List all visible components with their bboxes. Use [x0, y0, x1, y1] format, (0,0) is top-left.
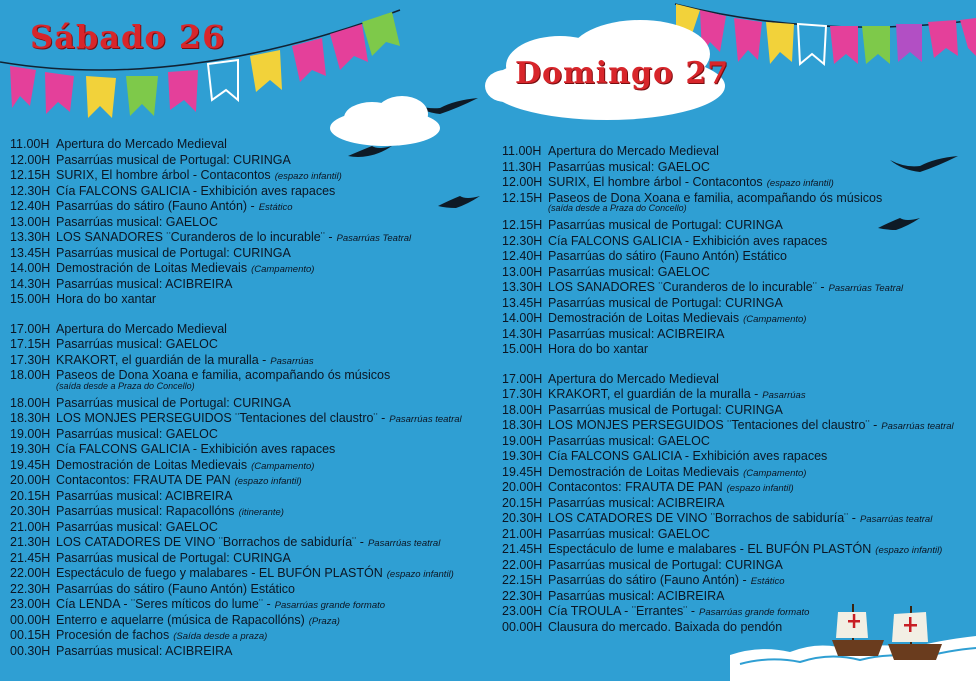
schedule-row: [10, 291, 156, 307]
event-time: 21.30H: [10, 535, 51, 549]
event-time: 23.00H: [10, 597, 51, 611]
event-subnote: (saída desde a Praza do Concello): [56, 380, 195, 391]
schedule-row: [10, 503, 284, 519]
bird-icon: [878, 218, 920, 230]
schedule-row: [10, 276, 232, 292]
event-note: (Saída desde a praza): [173, 631, 268, 642]
event-note: Pasarrúas grande formato: [274, 600, 386, 611]
event-title: Clausura do mercado. Baixada do pendón: [548, 619, 783, 634]
schedule-row: [10, 136, 227, 152]
event-time: 18.00H: [502, 402, 543, 417]
schedule-row: [502, 433, 710, 449]
event-time: 20.15H: [10, 488, 51, 503]
bird-icon: [890, 156, 958, 172]
schedule-row: [10, 565, 454, 581]
schedule-row: [10, 229, 411, 245]
schedule-row: [502, 386, 806, 402]
event-time: 21.45H: [10, 550, 51, 565]
event-time: 19.45H: [502, 464, 543, 479]
event-time: 15.00H: [502, 342, 543, 356]
event-title: Paseos de Dona Xoana e familia, acompañando ós músicos: [56, 368, 391, 382]
schedule-row: [10, 550, 291, 566]
schedule-row: [10, 214, 218, 230]
event-title: Demostración de Loitas Medievais: [548, 311, 740, 325]
schedule-row: [10, 441, 335, 457]
schedule-row: [10, 643, 232, 659]
event-title: LOS CATADORES DE VINO ¨Borrachos de sabiduría¨ -: [548, 511, 856, 525]
event-title: Pasarrúas musical: ACIBREIRA: [548, 495, 725, 510]
schedule-row: [502, 159, 710, 175]
event-note: (Campamento): [743, 467, 807, 479]
event-title: Pasarrúas musical: GAELOC: [548, 526, 710, 541]
event-time: 15.00H: [10, 292, 51, 306]
event-title: Demostración de Loitas Medievais: [56, 457, 248, 472]
event-title: Pasarrúas musical: GAELOC: [56, 214, 218, 229]
event-title: Pasarrúas do sátiro (Fauno Antón) Estático: [548, 249, 788, 263]
event-note: Estático: [750, 576, 785, 587]
event-time: 00.30H: [10, 643, 51, 658]
event-title: Pasarrúas musical de Portugal: CURINGA: [56, 152, 291, 167]
event-note: Pasarrúas teatral: [859, 514, 933, 525]
event-title: LOS SANADORES ¨Curanderos de lo incurable¨ -: [56, 230, 333, 244]
event-title: Pasarrúas musical: GAELOC: [548, 159, 710, 174]
event-time: 21.45H: [502, 542, 543, 556]
event-title: Pasarrúas musical: ACIBREIRA: [56, 488, 233, 503]
schedule-row: [502, 402, 783, 418]
event-time: 14.00H: [10, 261, 51, 275]
event-note: (espazo infantil): [234, 476, 302, 487]
schedule-row: [10, 581, 295, 597]
schedule-row: [10, 457, 314, 473]
schedule-row: [502, 371, 719, 387]
event-time: 19.30H: [502, 449, 543, 463]
schedule-row: [502, 526, 710, 542]
schedule-row: [10, 426, 218, 442]
event-note: (espazo infantil): [386, 569, 454, 580]
event-title: Pasarrúas musical: GAELOC: [56, 426, 218, 441]
event-title: Pasarrúas musical: GAELOC: [56, 337, 218, 351]
event-title: Pasarrúas musical de Portugal: CURINGA: [548, 402, 783, 417]
event-note: (Campamento): [743, 314, 807, 325]
schedule-row: [10, 260, 314, 276]
event-title: Demostración de Loitas Medievais: [56, 261, 248, 275]
event-time: 22.00H: [502, 557, 543, 572]
schedule-row: [10, 596, 385, 612]
event-time: 11.00H: [502, 144, 542, 158]
schedule-row: [10, 627, 267, 643]
event-time: 13.00H: [502, 264, 543, 279]
event-title: Contacontos: FRAUTA DE PAN: [56, 473, 231, 487]
event-time: 18.00H: [10, 395, 51, 410]
schedule-row: [502, 217, 783, 233]
schedule-row: [10, 183, 335, 199]
schedule-row: [10, 321, 227, 337]
event-title: Pasarrúas musical de Portugal: CURINGA: [548, 218, 783, 232]
event-title: SURIX, El hombre árbol - Contacontos: [56, 168, 271, 182]
event-time: 13.30H: [10, 230, 51, 244]
event-time: 19.45H: [10, 457, 51, 472]
bird-icon: [348, 146, 392, 157]
schedule-row: [502, 310, 806, 326]
event-time: 20.15H: [502, 495, 543, 510]
event-title: Hora do bo xantar: [56, 292, 157, 306]
schedule-row: [502, 233, 827, 249]
event-time: 12.30H: [502, 233, 543, 248]
ship-icon: [888, 606, 942, 660]
event-time: 12.00H: [502, 175, 543, 189]
event-note: (Campamento): [251, 264, 315, 275]
event-note: Pasarrúas teatral: [881, 421, 954, 432]
schedule-row: [502, 326, 724, 342]
event-time: 17.00H: [10, 321, 51, 336]
event-time: 19.30H: [10, 442, 51, 456]
event-time: 17.15H: [10, 337, 51, 351]
event-time: 00.15H: [10, 628, 51, 642]
event-time: 12.40H: [502, 249, 543, 263]
event-title: Apertura do Mercado Medieval: [56, 137, 227, 151]
event-time: 14.00H: [502, 311, 543, 325]
event-title: Pasarrúas musical: ACIBREIRA: [548, 326, 725, 341]
schedule-row: [10, 198, 293, 214]
event-note: Estático: [258, 202, 293, 213]
event-note: Pasarrúas teatral: [389, 414, 462, 425]
event-note: Pasarrúas grande formato: [699, 607, 810, 618]
schedule-row: [502, 557, 783, 573]
event-title: LOS MONJES PERSEGUIDOS ¨Tentaciones del claustro¨ -: [548, 418, 878, 432]
event-note: Pasarrúas: [762, 390, 806, 401]
event-title: LOS MONJES PERSEGUIDOS ¨Tentaciones del claustro¨ -: [56, 411, 386, 425]
event-subnote: (saída desde a Praza do Concello): [548, 203, 687, 213]
event-title: Pasarrúas musical: GAELOC: [548, 264, 710, 279]
event-title: Apertura do Mercado Medieval: [548, 144, 719, 158]
event-title: Cía LENDA - ¨Seres míticos do lume¨ -: [56, 597, 271, 611]
event-time: 18.30H: [502, 418, 543, 432]
event-title: Cía FALCONS GALICIA - Exhibición aves rapaces: [548, 233, 828, 248]
event-note: Pasarrúas Teatral: [336, 233, 412, 244]
event-title: Pasarrúas do sátiro (Fauno Antón) Estático: [56, 581, 296, 596]
schedule-row: [10, 612, 340, 628]
saturday-title: Sábado 26: [30, 18, 226, 56]
event-time: 20.30H: [502, 511, 543, 525]
event-title: Pasarrúas musical: Rapacollóns: [56, 504, 235, 518]
event-time: 17.30H: [10, 352, 51, 367]
schedule-row: [502, 248, 787, 264]
event-title: Pasarrúas musical: GAELOC: [56, 519, 218, 534]
event-title: Apertura do Mercado Medieval: [548, 371, 719, 386]
event-title: Pasarrúas musical de Portugal: CURINGA: [548, 557, 783, 572]
event-time: 13.45H: [10, 245, 51, 260]
schedule-row: [502, 448, 827, 464]
event-time: 14.30H: [10, 276, 51, 291]
event-title: Pasarrúas musical de Portugal: CURINGA: [548, 295, 783, 310]
schedule-row: [502, 588, 724, 604]
schedule-row: [502, 603, 809, 619]
schedule-row: [502, 541, 942, 557]
bird-icon: [438, 196, 480, 208]
event-time: 18.00H: [10, 368, 51, 382]
event-time: 19.00H: [10, 426, 51, 441]
schedule-row: [10, 395, 291, 411]
schedule-row: [502, 295, 783, 311]
event-time: 12.30H: [10, 183, 51, 198]
schedule-row: [10, 519, 218, 535]
event-time: 14.30H: [502, 326, 543, 341]
event-note: (espazo infantil): [875, 545, 943, 556]
schedule-row: [10, 534, 440, 550]
event-title: Cía FALCONS GALICIA - Exhibición aves rapaces: [56, 442, 336, 456]
cloud-left: [330, 96, 440, 146]
schedule-row: [502, 417, 954, 433]
event-title: Cía FALCONS GALICIA - Exhibición aves rapaces: [548, 449, 828, 463]
event-note: Pasarrúas: [270, 355, 314, 367]
event-time: 00.00H: [502, 619, 543, 634]
schedule-row: [10, 472, 302, 488]
event-title: Enterro e aquelarre (música de Rapacollóns): [56, 612, 305, 627]
bunting-flags-right: [676, 4, 976, 64]
event-time: 18.30H: [10, 411, 51, 425]
event-title: Cía TROULA - ¨Errantes¨ -: [548, 604, 696, 618]
event-time: 22.30H: [502, 588, 543, 603]
sunday-title: Domingo 27: [515, 56, 730, 91]
schedule-row: [10, 352, 314, 368]
event-time: 17.30H: [502, 387, 543, 401]
event-time: 12.40H: [10, 199, 51, 213]
event-title: KRAKORT, el guardián de la muralla -: [56, 352, 267, 367]
event-title: Pasarrúas musical de Portugal: CURINGA: [56, 245, 291, 260]
event-time: 17.00H: [502, 371, 543, 386]
event-time: 19.00H: [502, 433, 543, 448]
event-title: Contacontos: FRAUTA DE PAN: [548, 480, 723, 494]
schedule-row: [10, 167, 342, 183]
event-note: (espazo infantil): [726, 483, 794, 494]
event-time: 22.15H: [502, 573, 543, 587]
schedule-row: [502, 510, 932, 526]
schedule-row: [10, 488, 232, 504]
event-title: Pasarrúas do sátiro (Fauno Antón) -: [548, 573, 747, 587]
event-time: 12.15H: [10, 168, 51, 182]
event-title: SURIX, El hombre árbol - Contacontos: [548, 175, 763, 189]
event-time: 11.00H: [10, 137, 50, 151]
event-time: 21.00H: [10, 519, 51, 534]
event-title: Pasarrúas musical de Portugal: CURINGA: [56, 550, 291, 565]
event-time: 00.00H: [10, 612, 51, 627]
schedule-row: [502, 143, 719, 159]
schedule-row: [10, 336, 218, 352]
event-title: LOS CATADORES DE VINO ¨Borrachos de sabiduría¨ -: [56, 535, 364, 549]
event-time: 13.45H: [502, 295, 543, 310]
schedule-row: [502, 464, 806, 480]
event-title: Pasarrúas musical: ACIBREIRA: [56, 276, 233, 291]
event-time: 12.00H: [10, 152, 51, 167]
event-time: 12.15H: [502, 190, 543, 205]
schedule-row: [502, 174, 834, 190]
schedule-row: [502, 479, 794, 495]
event-title: Pasarrúas musical: GAELOC: [548, 433, 710, 448]
event-title: Espectáculo de fuego y malabares - EL BUFÓN PLASTÓN: [56, 566, 383, 580]
event-title: Espectáculo de lume e malabares - EL BUFÓN PLASTÓN: [548, 542, 872, 556]
schedule-row: [10, 152, 291, 168]
event-time: 11.30H: [502, 159, 542, 174]
event-title: Pasarrúas do sátiro (Fauno Antón) -: [56, 199, 255, 213]
event-title: Paseos de Dona Xoana e familia, acompañando ós músicos: [548, 190, 883, 205]
event-title: Procesión de fachos: [56, 628, 170, 642]
event-title: Apertura do Mercado Medieval: [56, 321, 227, 336]
event-time: 20.30H: [10, 504, 51, 518]
schedule-row: [10, 245, 291, 261]
event-title: Pasarrúas musical de Portugal: CURINGA: [56, 395, 291, 410]
event-time: 22.00H: [10, 566, 51, 580]
schedule-row: [502, 495, 724, 511]
event-title: Hora do bo xantar: [548, 342, 649, 356]
schedule-row: [502, 264, 710, 280]
event-title: Pasarrúas musical: ACIBREIRA: [548, 588, 725, 603]
event-title: Cía FALCONS GALICIA - Exhibición aves rapaces: [56, 183, 336, 198]
event-note: (Praza): [308, 615, 340, 627]
event-note: Pasarrúas teatral: [367, 538, 441, 549]
event-time: 20.00H: [502, 480, 543, 494]
schedule-row: [502, 619, 782, 635]
event-time: 23.00H: [502, 604, 543, 618]
event-time: 21.00H: [502, 526, 543, 541]
schedule-row: [502, 341, 648, 357]
schedule-row: [502, 572, 785, 588]
event-title: Pasarrúas musical: ACIBREIRA: [56, 643, 233, 658]
event-note: (Campamento): [251, 460, 315, 472]
event-note: (espazo infantil): [766, 178, 834, 189]
event-note: (espazo infantil): [274, 171, 342, 182]
ship-icon: [832, 604, 884, 656]
event-title: Demostración de Loitas Medievais: [548, 464, 740, 479]
event-time: 13.00H: [10, 214, 51, 229]
event-note: Pasarrúas Teatral: [828, 283, 904, 294]
schedule-row: [10, 410, 462, 426]
event-title: LOS SANADORES ¨Curanderos de lo incurable¨ -: [548, 280, 825, 294]
event-note: (itinerante): [238, 507, 284, 518]
event-time: 20.00H: [10, 473, 51, 487]
schedule-row: [502, 279, 903, 295]
event-time: 13.30H: [502, 280, 543, 294]
event-time: 12.15H: [502, 218, 543, 232]
event-title: KRAKORT, el guardián de la muralla -: [548, 387, 759, 401]
event-time: 22.30H: [10, 581, 51, 596]
